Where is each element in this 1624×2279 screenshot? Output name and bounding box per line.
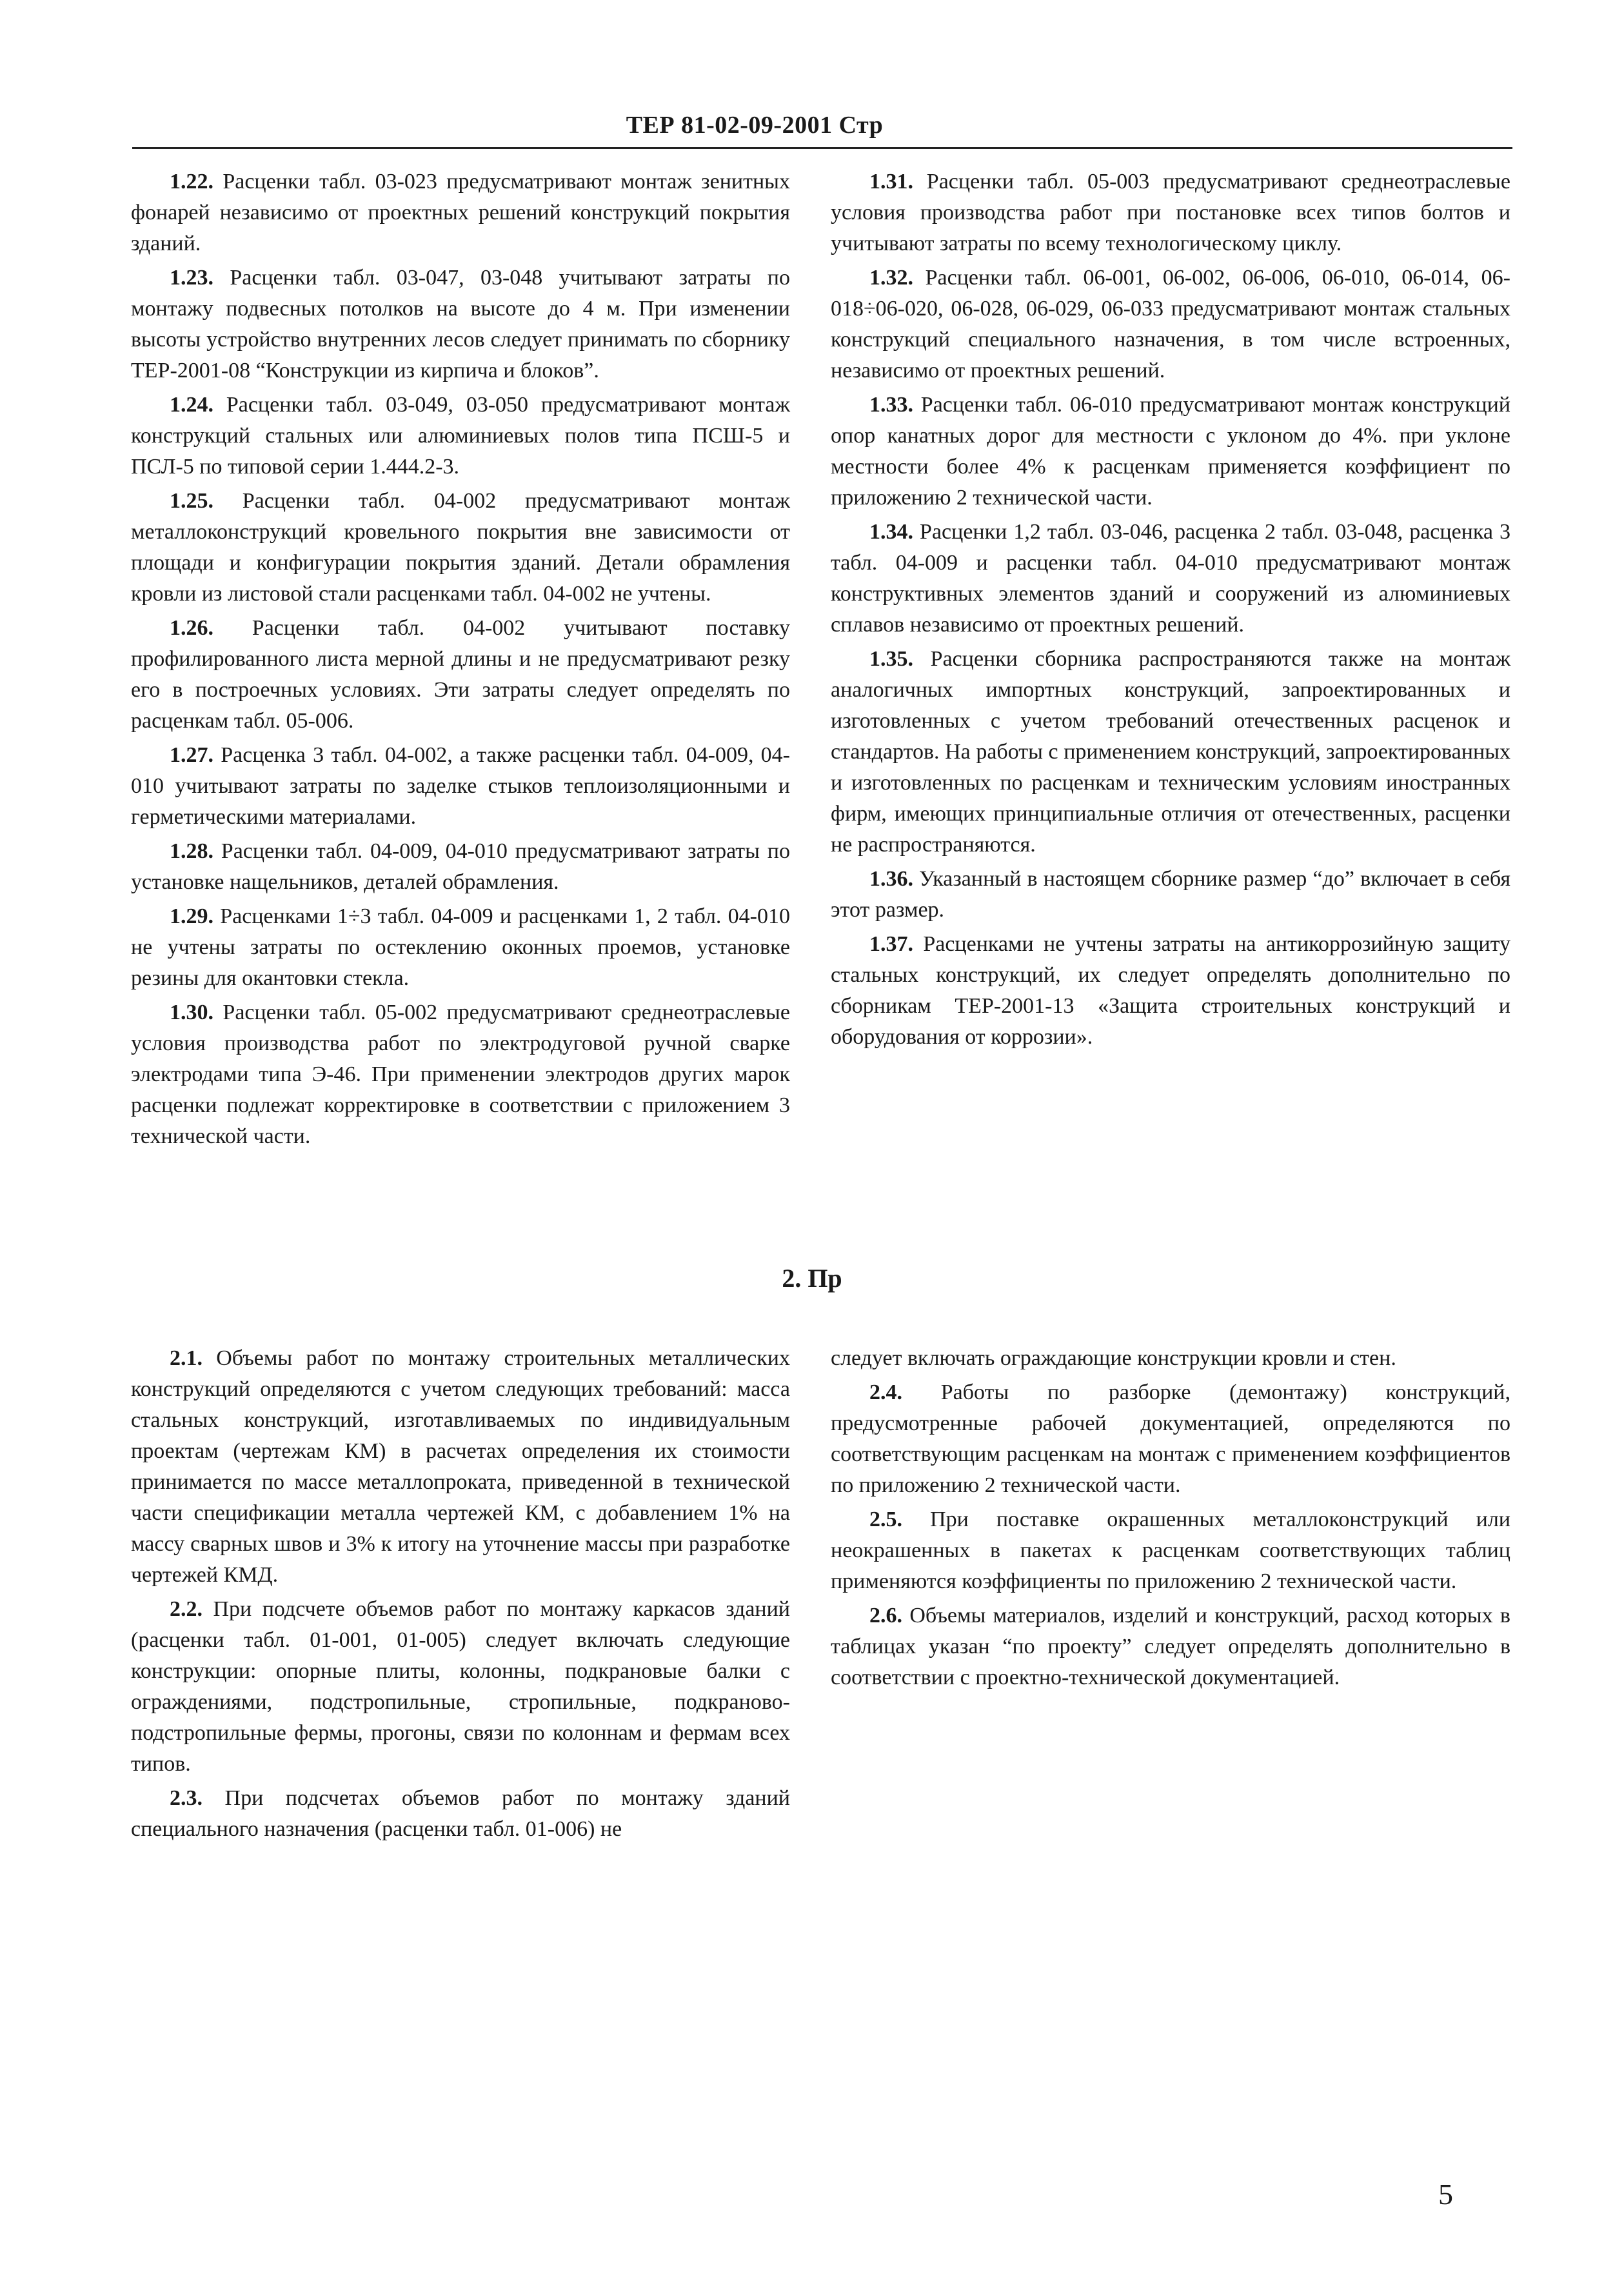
paragraph-text: Расценки табл. 04-002 учитывают поставку профилированного листа мерной длины и не предусматривают резку его в построечных условиях. Эти затраты следует определять по расценкам табл. 05-006.: [131, 616, 790, 733]
paragraph-1-32: [831, 263, 1510, 386]
paragraph-text: Расценки табл. 06-001, 06-002, 06-006, 06-010, 06-014, 06-018÷06-020, 06-028, 06-029, 06-033 предусматривают монтаж стальных конструкций специального назначения, в том числе встроенных, независимо от проектных решений.: [831, 266, 1510, 383]
paragraph-text: Расценки табл. 05-002 предусматривают среднеотраслевые условия производства работ по электродуговой ручной сварке электродами типа Э-46. При применении электродов других марок расценки подлежат корректировке в соответствии с приложением 3 технической части.: [131, 1000, 790, 1148]
page-header: [132, 108, 1512, 149]
column-right-top: [831, 166, 1510, 1056]
paragraph-text: Работы по разборке (демонтажу) конструкций, предусмотренные рабочей документацией, определяются по соответствующим расценкам на монтаж с применением коэффициентов по приложению 2 технической части.: [831, 1380, 1510, 1497]
paragraph-1-23: [131, 263, 790, 386]
paragraph-number: 2.1.: [170, 1346, 203, 1370]
paragraph-number: 1.31.: [869, 170, 913, 194]
paragraph-number: 2.6.: [869, 1604, 902, 1627]
paragraph-2-2: [131, 1594, 790, 1780]
paragraph-text: Расценки табл. 04-002 предусматривают монтаж металлоконструкций кровельного покрытия вне зависимости от площади и конфигурации покрытия зданий. Детали обрамления кровли из листовой стали расценками табл. 04-002 не учтены.: [131, 489, 790, 606]
paragraph-text: При подсчете объемов работ по монтажу каркасов зданий (расценки табл. 01-001, 01-005) следует включать следующие конструкции: опорные плиты, колонны, подкрановые балки с ограждениями, подстропильные, стропильные, подкраново-подстропильные фермы, прогоны, связи по колоннам и фермам всех типов.: [131, 1597, 790, 1776]
paragraph-text: Расценками 1÷3 табл. 04-009 и расценками 1, 2 табл. 04-010 не учтены затраты по остеклению оконных проемов, установке резины для окантовки стекла.: [131, 904, 790, 990]
paragraph-number: 2.3.: [170, 1786, 203, 1810]
paragraph-number: 2.2.: [170, 1597, 203, 1621]
paragraph-2-3: [131, 1783, 790, 1845]
column-left-bottom: [131, 1343, 790, 1848]
paragraph-text: Расценки 1,2 табл. 03-046, расценка 2 табл. 03-048, расценка 3 табл. 04-009 и расценки табл. 04-010 предусматривают монтаж конструктивных элементов зданий и сооружений из алюминиевых сплавов независимо от проектных решений.: [831, 520, 1510, 637]
paragraph-number: 1.24.: [170, 393, 213, 417]
paragraph-number: 1.30.: [170, 1000, 213, 1024]
paragraph-text: Расценки табл. 06-010 предусматривают монтаж конструкций опор канатных дорог для местности с уклоном до 4%. при уклоне местности более 4% к расценкам применяется коэффициент по приложению 2 технической части.: [831, 393, 1510, 510]
column-right-bottom: [831, 1343, 1510, 1697]
paragraph-text: При поставке окрашенных металлоконструкций или неокрашенных в пакетах к расценкам соответствующих таблиц применяются коэффициенты по приложению 2 технической части.: [831, 1508, 1510, 1593]
paragraph-text: Расценки табл. 03-023 предусматривают монтаж зенитных фонарей независимо от проектных решений конструкций покрытия зданий.: [131, 170, 790, 255]
paragraph-1-28: [131, 836, 790, 898]
paragraph-1-25: [131, 486, 790, 610]
paragraph-1-27: [131, 740, 790, 833]
paragraph-number: 1.23.: [170, 266, 213, 290]
paragraph-2-5: [831, 1504, 1510, 1597]
paragraph-number: 1.27.: [170, 743, 213, 767]
paragraph-number: 1.32.: [869, 266, 913, 290]
paragraph-text: следует включать ограждающие конструкции кровли и стен.: [831, 1346, 1396, 1370]
paragraph-text: Расценки табл. 03-049, 03-050 предусматривают монтаж конструкций стальных или алюминиевых полов типа ПСШ-5 и ПСЛ-5 по типовой серии 1.444.2-3.: [131, 393, 790, 479]
page-number: 5: [1438, 2178, 1453, 2211]
column-left-top: [131, 166, 790, 1155]
paragraph-text: Объемы работ по монтажу строительных металлических конструкций определяются с учетом следующих требований: масса стальных конструкций, изготавливаемых по индивидуальным проектам (чертежам КМ) в расчетах определения их стоимости принимается по массе металлопроката, приведенной в технической части спецификации металла чертежей КМ, с добавлением 1% на массу сварных швов и 3% к итогу на уточнение массы при разработке чертежей КМД.: [131, 1346, 790, 1587]
paragraph-1-36: [831, 864, 1510, 926]
paragraph-1-26: [131, 613, 790, 737]
paragraph-text: Расценками не учтены затраты на антикоррозийную защиту стальных конструкций, их следует определять дополнительно по сборникам ТЕР-2001-13 «Защита строительных конструкций и оборудования от коррозии».: [831, 932, 1510, 1049]
paragraph-number: 1.29.: [170, 904, 213, 928]
paragraph-number: 1.34.: [869, 520, 913, 544]
paragraph-1-35: [831, 644, 1510, 861]
paragraph-2-3-continued: [831, 1343, 1510, 1374]
paragraph-2-4: [831, 1377, 1510, 1501]
paragraph-number: 1.26.: [170, 616, 213, 640]
paragraph-number: 1.37.: [869, 932, 913, 956]
paragraph-number: 1.28.: [170, 839, 213, 863]
paragraph-text: Расценки табл. 04-009, 04-010 предусматривают затраты по установке нащельников, деталей обрамления.: [131, 839, 790, 894]
paragraph-text: Расценка 3 табл. 04-002, а также расценки табл. 04-009, 04-010 учитывают затраты по заделке стыков теплоизоляционными и герметическими материалами.: [131, 743, 790, 829]
paragraph-1-37: [831, 929, 1510, 1053]
paragraph-1-30: [131, 997, 790, 1152]
paragraph-1-22: [131, 166, 790, 259]
paragraph-number: 1.22.: [170, 170, 213, 194]
document-code: ТЕР 81-02-09-2001 Стр: [626, 112, 884, 139]
paragraph-number: 2.4.: [869, 1380, 902, 1404]
paragraph-text: Расценки табл. 05-003 предусматривают среднеотраслевые условия производства работ при постановке всех типов болтов и учитывают затраты по всему технологическому циклу.: [831, 170, 1510, 255]
paragraph-text: Объемы материалов, изделий и конструкций, расход которых в таблицах указан “по проекту” следует определять дополнительно в соответствии с проектно-технической документацией.: [831, 1604, 1510, 1689]
paragraph-number: 1.33.: [869, 393, 913, 417]
paragraph-2-1: [131, 1343, 790, 1591]
paragraph-number: 1.36.: [869, 867, 913, 891]
paragraph-text: При подсчетах объемов работ по монтажу зданий специального назначения (расценки табл. 01-006) не: [131, 1786, 790, 1841]
paragraph-1-29: [131, 901, 790, 994]
paragraph-1-33: [831, 390, 1510, 513]
paragraph-1-24: [131, 390, 790, 483]
paragraph-1-34: [831, 517, 1510, 641]
paragraph-1-31: [831, 166, 1510, 259]
section-heading: 2. Пр: [782, 1264, 842, 1293]
paragraph-text: Расценки табл. 03-047, 03-048 учитывают затраты по монтажу подвесных потолков на высоте до 4 м. При изменении высоты устройство внутренних лесов следует принимать по сборнику ТЕР-2001-08 “Конструкции из кирпича и блоков”.: [131, 266, 790, 383]
paragraph-number: 1.25.: [170, 489, 213, 513]
paragraph-2-6: [831, 1600, 1510, 1693]
paragraph-number: 2.5.: [869, 1508, 902, 1531]
paragraph-text: Указанный в настоящем сборнике размер “до” включает в себя этот размер.: [831, 867, 1510, 922]
paragraph-text: Расценки сборника распространяются также на монтаж аналогичных импортных конструкций, запроектированных и изготовленных с учетом требований отечественных расценок и стандартов. На работы с применением конструкций, запроектированных и изготовленных по расценкам и техническим условиям иностранных фирм, имеющих принципиальные отличия от отечественных, расценки не распространяются.: [831, 647, 1510, 857]
paragraph-number: 1.35.: [869, 647, 913, 671]
